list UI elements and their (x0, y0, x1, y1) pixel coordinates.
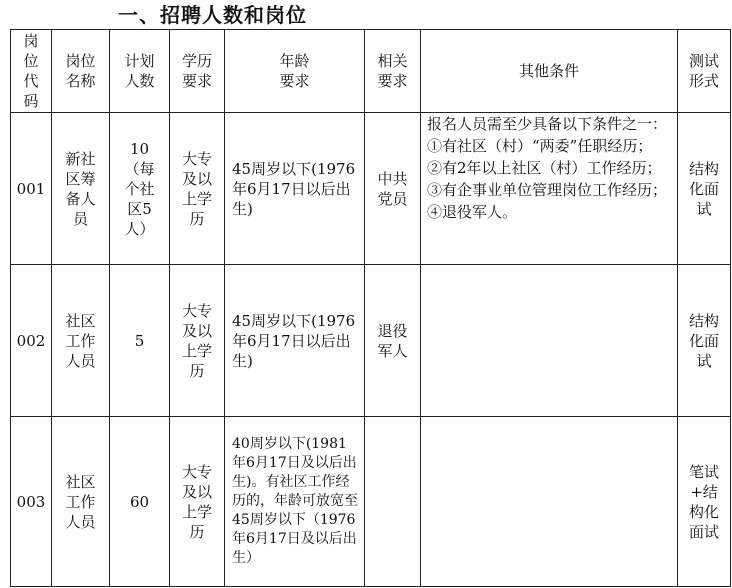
condition-intro: 报名人员需至少具备以下条件之一： (427, 115, 668, 133)
cell-age: 45周岁以下(1976年6月17日以后出生) (225, 113, 365, 265)
header-test: 测试形式 (678, 30, 731, 113)
section-heading: 一、招聘人数和岗位 (118, 3, 307, 27)
cell-name: 社区工作人员 (52, 265, 110, 417)
cell-other-conditions (421, 113, 678, 265)
table-row (11, 265, 731, 417)
cell-related: 退役军人 (365, 265, 421, 417)
header-name: 岗位名称 (52, 30, 110, 113)
cell-count: 10（每个社区5人） (110, 113, 170, 265)
header-count: 计划人数 (110, 30, 170, 113)
cell-age: 40周岁以下(1981年6月17日及以后出生)。有社区工作经历的，年龄可放宽至45周岁以下（1976年6月17日及以后出生） (225, 417, 365, 587)
cell-count: 60 (110, 417, 170, 587)
cell-education: 大专及以上学历 (170, 265, 225, 417)
header-other: 其他条件 (421, 30, 678, 113)
condition-item: ③有企事业单位管理岗位工作经历； (427, 181, 668, 199)
recruitment-table (10, 29, 731, 587)
cell-code: 001 (11, 113, 52, 265)
cell-related (365, 417, 421, 587)
header-related: 相关要求 (365, 30, 421, 113)
header-age (225, 30, 365, 113)
condition-item: ①有社区（村）“两委”任职经历； (427, 137, 653, 155)
header-education: 学历要求 (170, 30, 225, 113)
cell-education: 大专及以上学历 (170, 417, 225, 587)
cell-code: 003 (11, 417, 52, 587)
cell-code: 002 (11, 265, 52, 417)
cell-test: 结构化面试 (678, 265, 731, 417)
condition-item: ④退役军人。 (427, 203, 518, 221)
header-age-label: 年龄要求 (279, 52, 310, 90)
cell-education: 大专及以上学历 (170, 113, 225, 265)
cell-other-conditions (421, 265, 678, 417)
header-code: 岗位代码 (11, 30, 52, 113)
cell-related: 中共党员 (365, 113, 421, 265)
cell-count: 5 (110, 265, 170, 417)
cell-test: 笔试+结构化面试 (678, 417, 731, 587)
cell-age: 45周岁以下(1976年6月17日以后出生) (225, 265, 365, 417)
cell-test: 结构化面试 (678, 113, 731, 265)
table-row (11, 417, 731, 587)
cell-name: 社区工作人员 (52, 417, 110, 587)
cell-name: 新社区筹备人员 (52, 113, 110, 265)
table-row (11, 113, 731, 265)
condition-item: ②有2年以上社区（村）工作经历； (427, 159, 662, 177)
cell-other-conditions (421, 417, 678, 587)
table-header-row (11, 30, 731, 113)
